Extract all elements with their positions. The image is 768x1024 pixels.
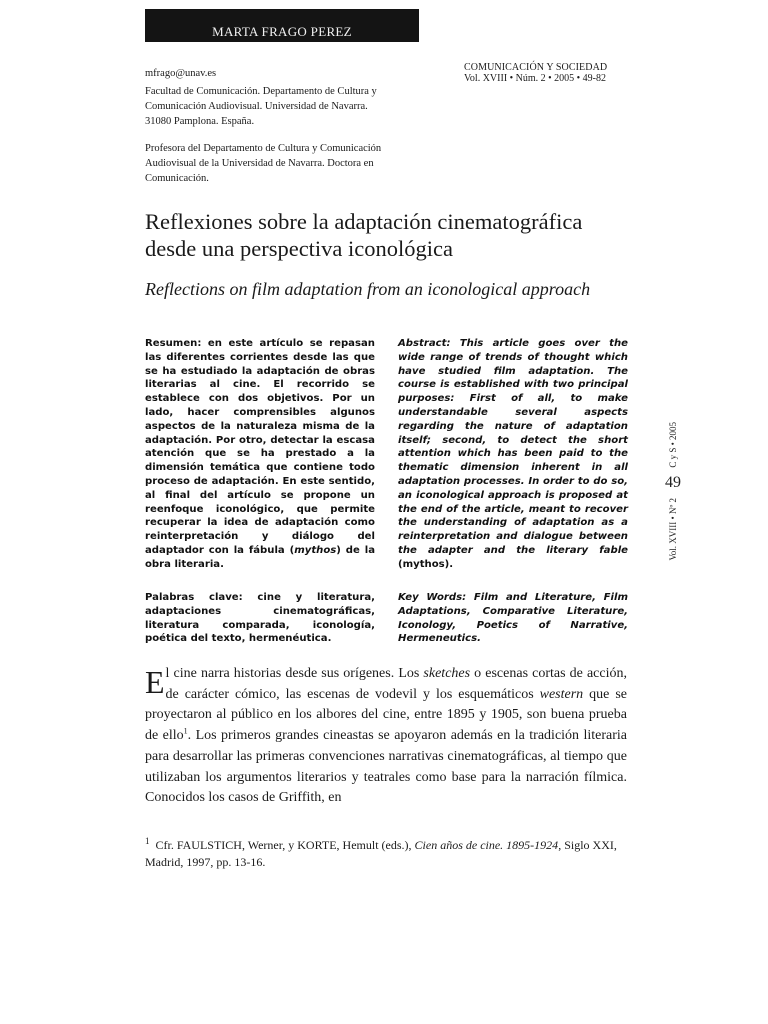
drop-cap: E [145,664,165,700]
side-margin [663,422,683,562]
footnote-text: Cfr. FAULSTICH, Werner, y KORTE, Hemult (eds.), [155,838,415,852]
keywords-english: Key Words: Film and Literature, Film Adaptations, Comparative Literature, Iconology, Poetics of Narrative, Hermeneutics. [398,592,628,645]
author-name: MARTA FRAGO PEREZ [212,24,352,39]
body-text: . Los primeros grandes cineastas se apoyaron además en la tradición literaria para desarrollar las primeras convenciones narrativas cinematográficas, al tiempo que utilizaban los argumentos literarios y teatrales como base para la narración fílmica. Conocidos los casos de Griffith, en [145,728,627,806]
footnote-text: , Siglo XXI, Madrid, 1997, pp. 13-16. [145,838,617,869]
position-line: Profesora del Departamento de Cultura y Comunicación [145,143,382,154]
footnote [145,833,627,871]
side-volume: Vol. XVIII • Nº 2 [668,497,678,561]
journal-name: COMUNICACIÓN Y SOCIEDAD [464,62,608,73]
position-line: Comunicación. [145,173,209,184]
keywords-spanish: Palabras clave: cine y literatura, adaptaciones cinematográficas, literatura comparada, iconología, poética del texto, hermenéutica. [145,592,375,645]
institution-line: 31080 Pamplona. España. [145,116,255,127]
body-text: que se proyectaron al público en los albores del cine, entre 1895 y 1905, son buena prueba de ello [145,686,627,744]
institution-line: Comunicación Audiovisual. Universidad de Navarra. [145,101,368,112]
footnote-mark: 1 [145,836,150,846]
institution-line: Facultad de Comunicación. Departamento de Cultura y [145,86,377,97]
body-paragraph [145,664,627,809]
spanish-title-line: desde una perspectiva iconológica [145,236,454,261]
english-title: Reflections on film adaptation from an iconological approach [145,279,591,299]
footnote-italic: Cien años de cine. 1895-1924 [414,838,559,852]
email-text: mfrago@unav.es [145,68,217,79]
abstract-en-text: Abstract: This article goes over the wide range of trends of thought which have studied film adaptation. The course is established with two principal purposes: First of all, to make understandable several aspects regarding the nature of adaptation itself; second, to detect the short attention which has been paid to the thematic dimension inherent in all adaptation processes. In order to do so, an iconological approach is proposed at the end of the article, meant to recover the understanding of adaptation as a reinterpretation and dialogue between the adapter and the literary fable [398,338,628,556]
author-email [145,66,435,81]
institution-block [145,84,435,129]
abstract-en-end: (mythos). [398,558,454,570]
abstract-spanish [145,337,375,572]
abstract-es-italic: mythos [294,544,337,556]
journal-issue: Vol. XVIII • Núm. 2 • 2005 • 49-82 [464,73,606,84]
abstract-english [398,337,628,572]
spanish-title-line: Reflexiones sobre la adaptación cinematográfica [145,209,583,234]
journal-info [464,62,654,84]
spanish-title [145,208,635,262]
author-header-bar [145,9,419,42]
position-line: Audiovisual de la Universidad de Navarra. Doctora en [145,158,374,169]
body-text: l cine narra historias desde sus orígenes. Los [165,666,424,681]
side-journal-year: C y S • 2005 [668,422,678,468]
abstract-es-end: ) de la obra literaria. [145,544,376,570]
page-number: 49 [665,473,681,491]
body-italic: sketches [423,666,471,681]
body-italic: western [539,686,584,702]
position-block [145,141,435,186]
body-text: o escenas cortas de acción, de carácter cómico, las escenas de vodevil y los esquemáticos [165,666,627,702]
abstract-es-text: Resumen: en este artículo se repasan las diferentes corrientes desde las que se ha estudiado la adaptación de obras literarias al cine. El recorrido se establece con dos objetivos. Por un lado, hacer comprensibles algunos aspectos de la naturaleza misma de la adaptación. Por otro, detectar la escasa atención que se ha prestado a la dimensión temática que contiene todo proceso de adaptación. En este sentido, al final del artículo se propone un reenfoque iconológico, que permite recuperar la idea de adaptación como reinterpretación y diálogo del adaptador con la fábula ( [145,338,375,556]
footnote-reference[interactable]: 1 [183,726,188,736]
